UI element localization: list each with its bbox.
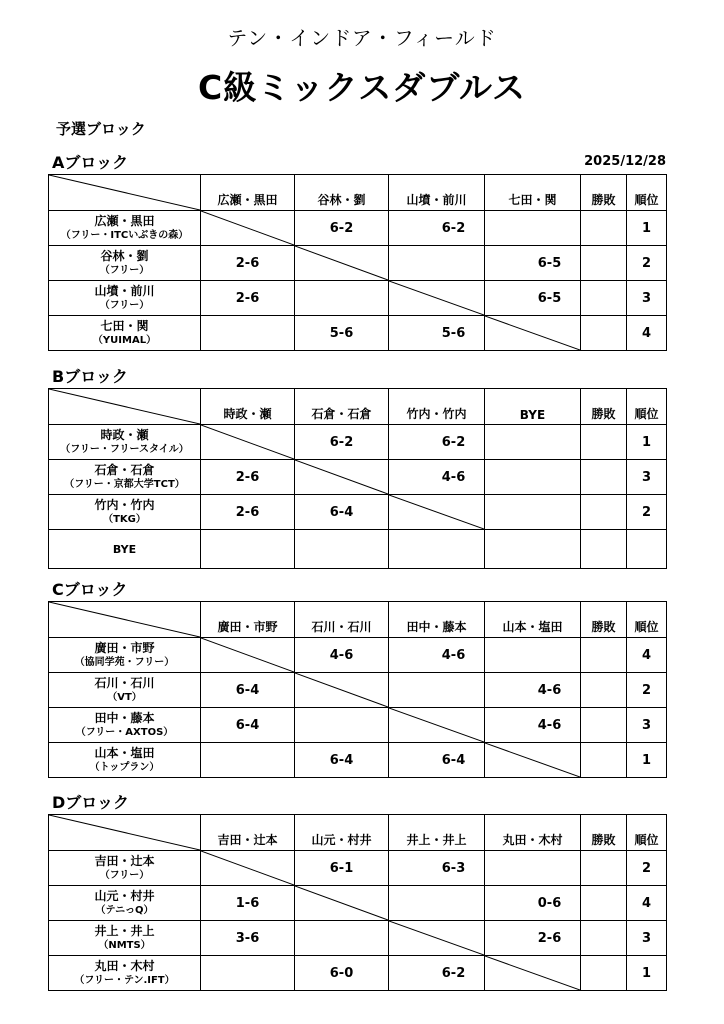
table-row bbox=[49, 886, 667, 921]
column-header-wl: 勝敗 bbox=[581, 389, 627, 425]
table-row bbox=[49, 246, 667, 281]
score-cell: 6-4 bbox=[295, 743, 389, 778]
self-match-cell bbox=[295, 460, 389, 495]
score-cell: 1-6 bbox=[201, 886, 295, 921]
score-cell bbox=[295, 921, 389, 956]
column-header: 井上・井上 bbox=[389, 815, 485, 851]
score-cell: 4-6 bbox=[389, 460, 485, 495]
column-header-rank: 順位 bbox=[627, 389, 667, 425]
self-match-cell bbox=[295, 246, 389, 281]
score-cell: 6-4 bbox=[201, 673, 295, 708]
team-cell bbox=[49, 281, 201, 316]
column-header-wl: 勝敗 bbox=[581, 175, 627, 211]
table-row bbox=[49, 530, 667, 569]
score-cell bbox=[295, 530, 389, 569]
rank-cell: 1 bbox=[627, 425, 667, 460]
self-match-cell bbox=[201, 851, 295, 886]
score-cell: 6-2 bbox=[389, 425, 485, 460]
rank-cell: 4 bbox=[627, 638, 667, 673]
table-row bbox=[49, 956, 667, 991]
column-header: 山本・塩田 bbox=[485, 602, 581, 638]
team-club: （YUIMAL） bbox=[92, 335, 157, 346]
results-table bbox=[48, 174, 667, 351]
win-loss-cell bbox=[581, 530, 627, 569]
score-cell bbox=[389, 246, 485, 281]
rank-cell: 2 bbox=[627, 851, 667, 886]
team-club: （フリー・ITCいぶきの森） bbox=[60, 230, 189, 241]
column-header-rank: 順位 bbox=[627, 175, 667, 211]
team-name: 山本・塩田 bbox=[94, 746, 155, 760]
win-loss-cell bbox=[581, 460, 627, 495]
column-header-wl: 勝敗 bbox=[581, 602, 627, 638]
table-row bbox=[49, 851, 667, 886]
self-match-cell bbox=[295, 886, 389, 921]
team-name: 竹内・竹内 bbox=[94, 498, 155, 512]
corner-cell bbox=[49, 815, 201, 851]
win-loss-cell bbox=[581, 495, 627, 530]
score-cell: 2-6 bbox=[201, 495, 295, 530]
table-row bbox=[49, 316, 667, 351]
team-cell bbox=[49, 708, 201, 743]
team-name: 石川・石川 bbox=[94, 676, 155, 690]
team-club: （NMTS） bbox=[98, 940, 151, 951]
team-club: （フリー・京都大学TCT） bbox=[64, 479, 185, 490]
column-header: 石倉・石倉 bbox=[295, 389, 389, 425]
rank-cell: 1 bbox=[627, 211, 667, 246]
team-cell bbox=[49, 211, 201, 246]
column-header: 田中・藤本 bbox=[389, 602, 485, 638]
self-match-cell bbox=[389, 495, 485, 530]
corner-cell bbox=[49, 389, 201, 425]
win-loss-cell bbox=[581, 886, 627, 921]
team-club: （テニっQ） bbox=[95, 905, 154, 916]
table-row bbox=[49, 743, 667, 778]
team-club: （フリー・テン.IFT） bbox=[74, 975, 175, 986]
column-header: BYE bbox=[485, 389, 581, 425]
score-cell bbox=[201, 316, 295, 351]
score-cell bbox=[485, 638, 581, 673]
self-match-cell bbox=[389, 281, 485, 316]
team-cell bbox=[49, 886, 201, 921]
score-cell bbox=[295, 281, 389, 316]
team-club: （協同学苑・フリー） bbox=[74, 657, 175, 668]
score-cell: 0-6 bbox=[485, 886, 581, 921]
column-header: 谷林・劉 bbox=[295, 175, 389, 211]
column-header: 広瀬・黒田 bbox=[201, 175, 295, 211]
score-cell: 6-4 bbox=[295, 495, 389, 530]
corner-cell bbox=[49, 175, 201, 211]
score-cell: 6-5 bbox=[485, 246, 581, 281]
table-row bbox=[49, 281, 667, 316]
score-cell: 5-6 bbox=[295, 316, 389, 351]
column-header: 竹内・竹内 bbox=[389, 389, 485, 425]
score-cell: 4-6 bbox=[389, 638, 485, 673]
column-header: 時政・瀬 bbox=[201, 389, 295, 425]
self-match-cell bbox=[485, 956, 581, 991]
table-row bbox=[49, 673, 667, 708]
block-title: Bブロック bbox=[52, 367, 128, 386]
score-cell bbox=[485, 495, 581, 530]
score-cell: 6-2 bbox=[389, 211, 485, 246]
score-cell bbox=[201, 956, 295, 991]
team-cell bbox=[49, 851, 201, 886]
table-row bbox=[49, 921, 667, 956]
team-name: 七田・関 bbox=[100, 319, 149, 333]
win-loss-cell bbox=[581, 425, 627, 460]
self-match-cell bbox=[201, 425, 295, 460]
score-cell: 5-6 bbox=[389, 316, 485, 351]
block-title: Aブロック bbox=[52, 153, 129, 172]
rank-cell: 2 bbox=[627, 495, 667, 530]
team-club: （フリー） bbox=[99, 870, 150, 881]
score-cell: 2-6 bbox=[201, 281, 295, 316]
rank-cell: 3 bbox=[627, 708, 667, 743]
score-cell bbox=[389, 530, 485, 569]
score-cell: 2-6 bbox=[201, 460, 295, 495]
rank-cell: 3 bbox=[627, 921, 667, 956]
win-loss-cell bbox=[581, 743, 627, 778]
rank-cell: 2 bbox=[627, 246, 667, 281]
win-loss-cell bbox=[581, 851, 627, 886]
score-cell: 6-2 bbox=[389, 956, 485, 991]
self-match-cell bbox=[389, 921, 485, 956]
win-loss-cell bbox=[581, 316, 627, 351]
column-header-rank: 順位 bbox=[627, 815, 667, 851]
team-club: （フリー・AXTOS） bbox=[75, 727, 174, 738]
column-header: 山墳・前川 bbox=[389, 175, 485, 211]
table-row bbox=[49, 708, 667, 743]
team-name: 広瀬・黒田 bbox=[94, 214, 155, 228]
self-match-cell bbox=[201, 638, 295, 673]
score-cell: 6-5 bbox=[485, 281, 581, 316]
score-cell: 4-6 bbox=[485, 673, 581, 708]
score-cell: 6-2 bbox=[295, 211, 389, 246]
self-match-cell bbox=[201, 211, 295, 246]
team-club: （トップラン） bbox=[89, 762, 160, 773]
page-title: C級ミックスダブルス bbox=[198, 68, 526, 107]
score-cell: 6-2 bbox=[295, 425, 389, 460]
team-cell bbox=[49, 956, 201, 991]
team-club: （TKG） bbox=[103, 514, 146, 525]
score-cell: 6-1 bbox=[295, 851, 389, 886]
rank-cell: 3 bbox=[627, 460, 667, 495]
rank-cell: 3 bbox=[627, 281, 667, 316]
score-cell: 6-4 bbox=[201, 708, 295, 743]
team-name: 吉田・辻本 bbox=[94, 854, 155, 868]
table-row bbox=[49, 460, 667, 495]
team-cell bbox=[49, 495, 201, 530]
column-header: 丸田・木村 bbox=[485, 815, 581, 851]
team-club: （フリー・フリースタイル） bbox=[60, 444, 189, 455]
team-name: 廣田・市野 bbox=[94, 641, 155, 655]
block-title: Dブロック bbox=[52, 793, 129, 812]
team-bye: BYE bbox=[112, 542, 137, 556]
team-name: 田中・藤本 bbox=[94, 711, 155, 725]
team-name: 山墳・前川 bbox=[94, 284, 155, 298]
column-header: 吉田・辻本 bbox=[201, 815, 295, 851]
column-header: 山元・村井 bbox=[295, 815, 389, 851]
win-loss-cell bbox=[581, 211, 627, 246]
team-club: （フリー） bbox=[99, 300, 150, 311]
self-match-cell bbox=[295, 673, 389, 708]
results-table bbox=[48, 814, 667, 991]
rank-cell: 1 bbox=[627, 956, 667, 991]
team-name: 丸田・木村 bbox=[94, 959, 155, 973]
corner-cell bbox=[49, 602, 201, 638]
block-title: Cブロック bbox=[52, 580, 128, 599]
table-row bbox=[49, 211, 667, 246]
team-cell bbox=[49, 673, 201, 708]
win-loss-cell bbox=[581, 708, 627, 743]
score-cell bbox=[485, 460, 581, 495]
rank-cell bbox=[627, 530, 667, 569]
score-cell: 6-3 bbox=[389, 851, 485, 886]
rank-cell: 4 bbox=[627, 316, 667, 351]
score-cell: 6-0 bbox=[295, 956, 389, 991]
team-cell bbox=[49, 921, 201, 956]
subtitle: テン・インドア・フィールド bbox=[227, 26, 497, 50]
column-header: 七田・関 bbox=[485, 175, 581, 211]
score-cell bbox=[201, 743, 295, 778]
team-cell bbox=[49, 246, 201, 281]
team-name: 山元・村井 bbox=[94, 889, 155, 903]
score-cell: 6-4 bbox=[389, 743, 485, 778]
team-club: （VT） bbox=[107, 692, 142, 703]
team-club: （フリー） bbox=[99, 265, 150, 276]
team-cell bbox=[49, 460, 201, 495]
team-name: 井上・井上 bbox=[94, 924, 155, 938]
win-loss-cell bbox=[581, 956, 627, 991]
rank-cell: 1 bbox=[627, 743, 667, 778]
score-cell bbox=[485, 851, 581, 886]
score-cell bbox=[295, 708, 389, 743]
win-loss-cell bbox=[581, 921, 627, 956]
score-cell: 3-6 bbox=[201, 921, 295, 956]
win-loss-cell bbox=[581, 638, 627, 673]
self-match-cell bbox=[485, 316, 581, 351]
score-cell bbox=[485, 211, 581, 246]
team-name: 時政・瀬 bbox=[100, 428, 149, 442]
team-cell bbox=[49, 425, 201, 460]
score-cell bbox=[389, 886, 485, 921]
table-row bbox=[49, 425, 667, 460]
team-cell bbox=[49, 316, 201, 351]
rank-cell: 4 bbox=[627, 886, 667, 921]
score-cell bbox=[485, 425, 581, 460]
score-cell bbox=[201, 530, 295, 569]
score-cell bbox=[485, 530, 581, 569]
score-cell bbox=[389, 673, 485, 708]
results-table bbox=[48, 601, 667, 778]
table-row bbox=[49, 638, 667, 673]
score-cell: 2-6 bbox=[201, 246, 295, 281]
team-cell bbox=[49, 638, 201, 673]
column-header: 廣田・市野 bbox=[201, 602, 295, 638]
score-cell: 4-6 bbox=[485, 708, 581, 743]
section-label: 予選ブロック bbox=[56, 120, 146, 138]
table-row bbox=[49, 495, 667, 530]
team-name: 石倉・石倉 bbox=[94, 463, 155, 477]
rank-cell: 2 bbox=[627, 673, 667, 708]
team-cell bbox=[49, 530, 201, 569]
win-loss-cell bbox=[581, 673, 627, 708]
results-table bbox=[48, 388, 667, 569]
win-loss-cell bbox=[581, 281, 627, 316]
block-date: 2025/12/28 bbox=[584, 154, 666, 169]
column-header-rank: 順位 bbox=[627, 602, 667, 638]
column-header: 石川・石川 bbox=[295, 602, 389, 638]
self-match-cell bbox=[485, 743, 581, 778]
self-match-cell bbox=[389, 708, 485, 743]
team-name: 谷林・劉 bbox=[100, 249, 149, 263]
team-cell bbox=[49, 743, 201, 778]
score-cell: 2-6 bbox=[485, 921, 581, 956]
score-cell: 4-6 bbox=[295, 638, 389, 673]
win-loss-cell bbox=[581, 246, 627, 281]
column-header-wl: 勝敗 bbox=[581, 815, 627, 851]
